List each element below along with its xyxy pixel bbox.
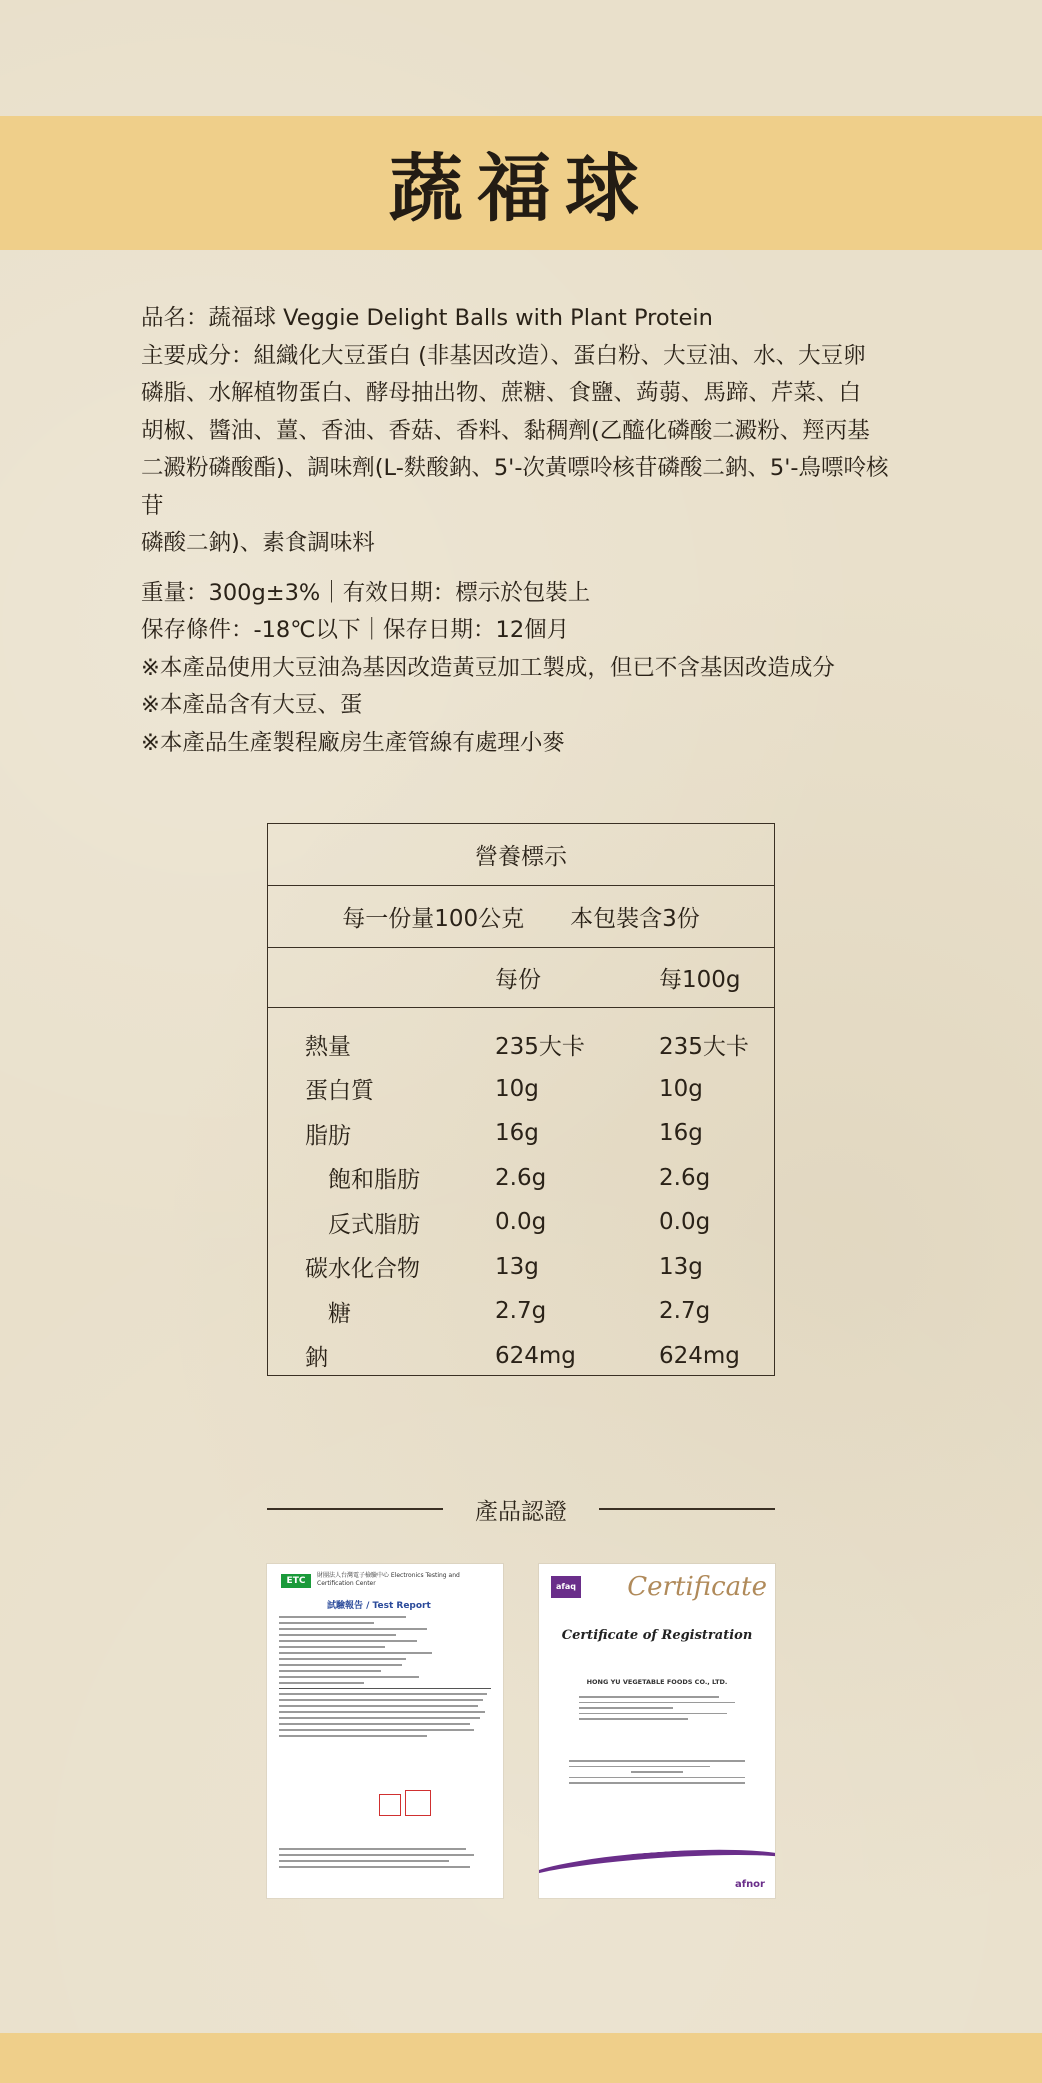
nutrient-label: 碳水化合物: [305, 1256, 420, 1283]
nutrition-heading-row: [268, 824, 774, 886]
nutrient-per-100g: 13g: [659, 1253, 703, 1280]
bottom-band: [0, 2033, 1042, 2083]
certificate-company: HONG YU VEGETABLE FOODS CO., LTD.: [586, 1678, 728, 1686]
nutrition-row: [268, 1289, 774, 1334]
nutrient-label: 飽和脂肪: [328, 1167, 420, 1194]
nutrient-per-serving: 235大卡: [495, 1033, 585, 1060]
nutrient-label: 熱量: [305, 1033, 351, 1060]
nutrient-per-100g: 0.0g: [659, 1209, 711, 1236]
weight-info: 重量：300g±3%｜有效日期：標示於包裝上: [141, 579, 591, 606]
certificate-text-lines: [579, 1696, 735, 1724]
certification-title: 產品認證: [475, 1498, 567, 1525]
nutrient-per-serving: 10g: [495, 1075, 539, 1102]
nutrient-per-serving: 2.6g: [495, 1164, 547, 1191]
nutrition-row: [268, 1022, 774, 1067]
ingredients-line: 二澱粉磷酸酯)、調味劑(L-麩酸鈉、5'-次黃嘌呤核苷磷酸二鈉、5'-鳥嘌呤核苷: [141, 455, 889, 519]
nutrient-per-100g: 2.6g: [659, 1164, 711, 1191]
wheat-note: ※本產品生產製程廠房生產管線有處理小麥: [141, 729, 565, 756]
nutrient-per-100g: 624mg: [659, 1342, 740, 1369]
servings-per-pack: 本包裝含3份: [570, 906, 700, 932]
nutrient-label: 脂肪: [305, 1122, 351, 1149]
nutrient-per-serving: 0.0g: [495, 1209, 547, 1236]
red-stamp: [405, 1790, 431, 1816]
divider: [267, 1508, 443, 1510]
afaq-logo: afaq: [551, 1576, 581, 1598]
nutrient-label: 反式脂肪: [328, 1211, 420, 1238]
product-title: 蔬福球: [389, 146, 653, 232]
report-text-lines: [279, 1616, 491, 1741]
nutrient-per-100g: 10g: [659, 1075, 703, 1102]
nutrition-row: [268, 1334, 774, 1379]
ingredients-line: 磷酸二鈉)、素食調味料: [141, 530, 375, 556]
report-footer-lines: [279, 1848, 491, 1872]
column-header-row: [268, 948, 774, 1008]
afnor-logo: afnor: [734, 1879, 765, 1890]
nutrient-label: 鈉: [305, 1345, 328, 1372]
product-name: 品名：蔬福球 Veggie Delight Balls with Plant Protein: [141, 305, 713, 331]
test-report-image: [267, 1564, 503, 1898]
test-report-title: 試驗報告 / Test Report: [327, 1601, 431, 1611]
nutrient-per-100g: 16g: [659, 1120, 703, 1147]
nutrition-row: [268, 1156, 774, 1201]
ingredients-line: 主要成分：組織化大豆蛋白 (非基因改造）、蛋白粉、大豆油、水、大豆卵: [141, 342, 866, 369]
nutrient-per-serving: 2.7g: [495, 1298, 547, 1325]
certificate-detail-lines: [569, 1760, 745, 1788]
title-band: [0, 116, 1042, 250]
nutrition-body: [268, 1008, 774, 1378]
nutrition-heading: 營養標示: [475, 844, 567, 870]
nutrition-row: [268, 1245, 774, 1290]
nutrient-per-serving: 624mg: [495, 1342, 576, 1369]
certification-heading: [267, 1494, 775, 1524]
divider: [599, 1508, 775, 1510]
nutrient-label: 蛋白質: [305, 1078, 374, 1105]
ingredients-line: 磷脂、水解植物蛋白、酵母抽出物、蔗糖、食鹽、蒟蒻、馬蹄、芹菜、白: [141, 380, 862, 406]
col-per-serving: 每份: [495, 967, 541, 993]
certificate-image: [539, 1564, 775, 1898]
ingredients-line: 胡椒、醬油、薑、香油、香菇、香料、黏稠劑(乙醯化磷酸二澱粉、羥丙基: [141, 417, 870, 444]
nutrient-per-100g: 2.7g: [659, 1298, 711, 1325]
nutrient-per-serving: 16g: [495, 1120, 539, 1147]
serving-size: 每一份量100公克: [342, 906, 525, 932]
red-stamp: [379, 1794, 401, 1816]
certificate-heading: Certificate of Registration: [561, 1628, 753, 1643]
nutrient-per-100g: 235大卡: [659, 1033, 749, 1060]
serving-row: [268, 886, 774, 948]
nutrient-per-serving: 13g: [495, 1253, 539, 1280]
nutrient-label: 糖: [328, 1300, 351, 1327]
nutrition-row: [268, 1111, 774, 1156]
allergen-note: ※本產品含有大豆、蛋: [141, 692, 363, 718]
gmo-note: ※本產品使用大豆油為基因改造黃豆加工製成，但已不含基因改造成分: [141, 654, 835, 681]
product-info: [141, 300, 911, 762]
storage-info: 保存條件：-18℃以下｜保存日期：12個月: [141, 617, 570, 643]
col-per-100g: 每100g: [659, 967, 741, 993]
nutrition-row: [268, 1067, 774, 1112]
etc-logo: ETC: [281, 1574, 311, 1588]
etc-org-name: 財團法人台灣電子檢驗中心 Electronics Testing and Certification Center: [317, 1572, 460, 1587]
certificate-word: Certificate: [627, 1572, 767, 1602]
nutrition-table: [267, 823, 775, 1376]
nutrition-row: [268, 1200, 774, 1245]
